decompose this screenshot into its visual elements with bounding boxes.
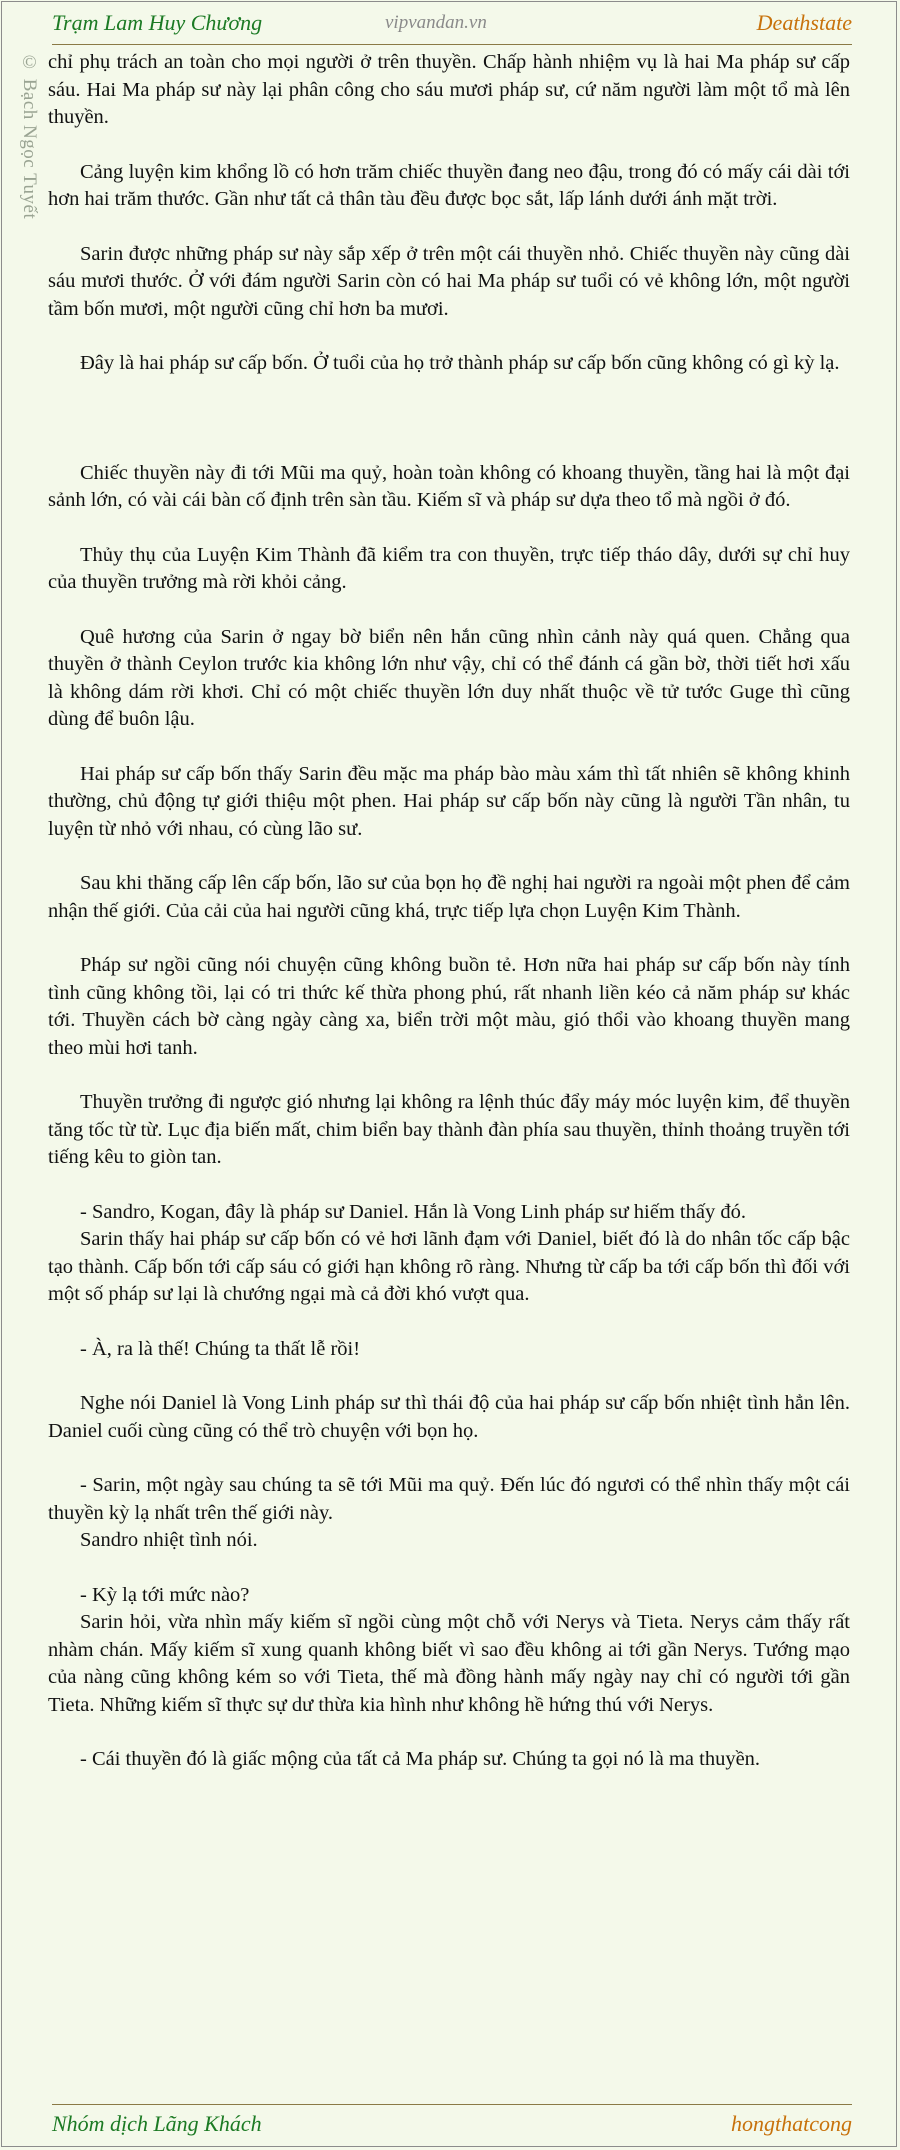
footer-translator: Nhóm dịch Lãng Khách xyxy=(52,2111,262,2136)
paragraph: Hai pháp sư cấp bốn thấy Sarin đều mặc ma pháp bào màu xám thì tất nhiên sẽ không khinh thường, chủ động tự giới thiệu một phen. Hai pháp sư cấp bốn này cũng là người Tần nhân, tu luyện từ nhỏ với nhau, có cùng lão sư. xyxy=(48,762,850,840)
header-website: vipvandan.vn xyxy=(385,12,487,33)
paragraph: Sarin hỏi, vừa nhìn mấy kiếm sĩ ngồi cùng một chỗ với Nerys và Tieta. Nerys cảm thấy rất nhàm chán. Mấy kiếm sĩ xung quanh không biết vì sao đều không ai tới gần Nerys. Tướng mạo của nàng cũng không kém so với Tieta, thế mà đồng hành mấy ngày nay chỉ có người tới gần Tieta. Những kiếm sĩ thực sự dư thừa kia hình như không hề hứng thú với Nerys. xyxy=(48,1611,850,1716)
dialogue-line: - Cái thuyền đó là giấc mộng của tất cả Ma pháp sư. Chúng ta gọi nó là ma thuyền. xyxy=(80,1748,761,1770)
paragraph: chỉ phụ trách an toàn cho mọi người ở trên thuyền. Chấp hành nhiệm vụ là hai Ma pháp sư cấp sáu. Hai Ma pháp sư này lại phân công cho sáu mươi pháp sư, cứ năm người làm một tổ mà lên thuyền. xyxy=(48,51,850,128)
header-divider xyxy=(52,44,852,45)
page-header xyxy=(52,6,852,40)
paragraph: Pháp sư ngồi cũng nói chuyện cũng không buồn tẻ. Hơn nữa hai pháp sư cấp bốn này tính tình cũng không tồi, lại có tri thức kế thừa phong phú, rất nhanh liền kéo cả năm pháp sư khác tới. Thuyền cách bờ càng ngày càng xa, biển trời một màu, gió thổi vào khoang thuyền mang theo mùi hơi tanh. xyxy=(48,954,850,1059)
dialogue-line: - Kỳ lạ tới mức nào? xyxy=(80,1583,250,1606)
paragraph: Sau khi thăng cấp lên cấp bốn, lão sư của bọn họ đề nghị hai người ra ngoài một phen để cảm nhận thế giới. Của cải của hai người cũng khá, trực tiếp lựa chọn Luyện Kim Thành. xyxy=(48,872,850,922)
paragraph: Thuyền trưởng đi ngược gió nhưng lại không ra lệnh thúc đẩy máy móc luyện kim, để thuyền tăng tốc từ từ. Lục địa biến mất, chim biển bay thành đàn phía sau thuyền, thỉnh thoảng truyền tới tiếng kêu to giòn tan. xyxy=(48,1091,850,1168)
paragraph: Quê hương của Sarin ở ngay bờ biển nên hắn cũng nhìn cảnh này quá quen. Chẳng qua thuyền ở thành Ceylon trước kia không lớn như vậy, chỉ có thể đánh cá gần bờ, thời tiết hơi xấu là không dám rời khơi. Chỉ có một chiếc thuyền lớn duy nhất thuộc về tử tước Guge thì cũng dùng để buôn lậu. xyxy=(48,625,850,730)
dialogue-line: - Sandro, Kogan, đây là pháp sư Daniel. Hắn là Vong Linh pháp sư hiếm thấy đó. xyxy=(80,1200,746,1223)
paragraph: Đây là hai pháp sư cấp bốn. Ở tuổi của họ trở thành pháp sư cấp bốn cũng không có gì kỳ lạ. xyxy=(80,352,840,374)
paragraph: Cảng luyện kim khổng lồ có hơn trăm chiếc thuyền đang neo đậu, trong đó có mấy cái dài tới hơn hai trăm thước. Gần như tất cả thân tàu đều được bọc sắt, lấp lánh dưới ánh mặt trời. xyxy=(48,160,850,210)
page-footer xyxy=(52,2107,852,2141)
footer-divider xyxy=(52,2104,852,2105)
paragraph: Chiếc thuyền này đi tới Mũi ma quỷ, hoàn toàn không có khoang thuyền, tầng hai là một đại sảnh lớn, có vài cái bàn cố định trên sàn tầu. Kiếm sĩ và pháp sư dựa theo tổ mà ngồi ở đó. xyxy=(48,461,850,511)
paragraph: Thủy thụ của Luyện Kim Thành đã kiểm tra con thuyền, trực tiếp tháo dây, dưới sự chỉ huy của thuyền trưởng mà rời khỏi cảng. xyxy=(48,543,850,593)
header-book-title: Trạm Lam Huy Chương xyxy=(52,10,263,35)
chapter-text xyxy=(48,49,850,1774)
paragraph: Sarin được những pháp sư này sắp xếp ở trên một cái thuyền nhỏ. Chiếc thuyền này cũng dài sáu mươi thước. Ở với đám người Sarin còn có hai Ma pháp sư tuổi có vẻ không lớn, một người tầm bốn mươi, một người cũng chỉ hơn ba mươi. xyxy=(48,242,850,320)
paragraph: Sarin thấy hai pháp sư cấp bốn có vẻ hơi lãnh đạm với Daniel, biết đó là do nhân tốc cấp bậc tạo thành. Cấp bốn tới cấp sáu có giới hạn không rõ ràng. Nhưng từ cấp ba tới cấp bốn thì đối với một số pháp sư lại là chướng ngại mà cả đời khó vượt qua. xyxy=(48,1228,850,1305)
paragraph: Sandro nhiệt tình nói. xyxy=(80,1529,258,1551)
header-author: Deathstate xyxy=(756,10,852,35)
dialogue-line: - À, ra là thế! Chúng ta thất lễ rồi! xyxy=(80,1337,361,1360)
sidebar-watermark: © Bạch Ngọc Tuyết xyxy=(19,52,40,220)
paragraph: Nghe nói Daniel là Vong Linh pháp sư thì thái độ của hai pháp sư cấp bốn nhiệt tình hẳn lên. Daniel cuối cùng cũng có thể trò chuyện với bọn họ. xyxy=(48,1392,850,1442)
dialogue-line: - Sarin, một ngày sau chúng ta sẽ tới Mũi ma quỷ. Đến lúc đó ngươi có thể nhìn thấy một cái thuyền kỳ lạ nhất trên thế giới này. xyxy=(48,1474,850,1524)
footer-editor: hongthatcong xyxy=(731,2111,852,2136)
